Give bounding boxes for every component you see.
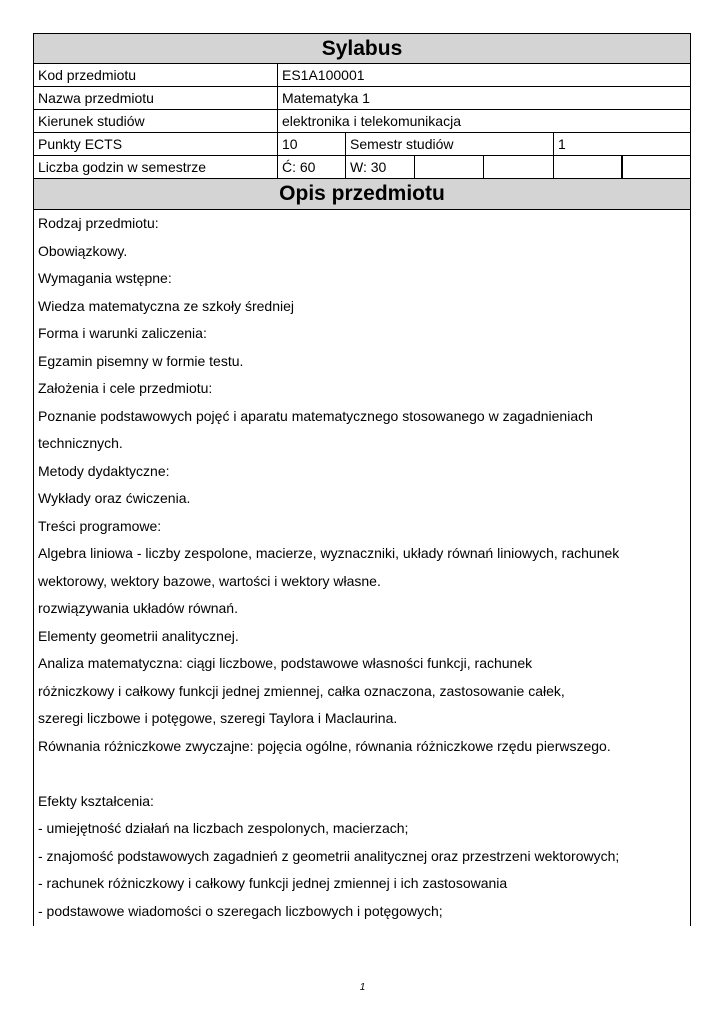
field-label: Kierunek studiów <box>38 113 145 129</box>
course-name-row <box>33 87 691 110</box>
text-line: wektorowy, wektory bazowe, wartości i wektory własne. <box>38 572 381 589</box>
text-line: Poznanie podstawowych pojęć i aparatu matematycznego stosowanego w zagadnieniach <box>38 407 593 424</box>
text-line: Wykłady oraz ćwiczenia. <box>38 490 191 506</box>
hours-empty-2 <box>483 156 553 178</box>
text-line: Elementy geometrii analitycznej. <box>38 627 239 644</box>
text-line: Równania różniczkowe zwyczajne: pojęcia ogólne, równania różniczkowe rzędu pierwszego. <box>38 737 611 754</box>
course-code-row <box>33 64 691 87</box>
semester-value: 1 <box>553 133 691 155</box>
text-line: Forma i warunki zaliczenia: <box>38 325 207 341</box>
field-value: elektronika i telekomunikacja <box>277 110 691 132</box>
ects-label: Punkty ECTS <box>38 136 123 152</box>
text-line: - umiejętność działań na liczbach zespolonych, macierzach; <box>38 820 409 836</box>
text-line: Treści programowe: <box>38 517 162 534</box>
description-title: Opis przedmiotu <box>33 179 691 210</box>
text-line: Analiza matematyczna: ciągi liczbowe, podstawowe własności funkcji, rachunek <box>38 655 533 671</box>
text-line: różniczkowy i całkowy funkcji jednej zmiennej, całka oznaczona, zastosowanie całek, <box>38 682 565 699</box>
course-name-value: Matematyka 1 <box>277 87 691 109</box>
hours-empty-1 <box>414 156 483 178</box>
page-number: 1 <box>359 982 366 993</box>
text-line: - rachunek różniczkowy i całkowy funkcji jednej zmiennej i ich zastosowania <box>38 875 508 891</box>
ects-value: 10 <box>277 133 345 155</box>
text-line: Egzamin pisemny w formie testu. <box>38 352 244 369</box>
hours-exercises: Ć: 60 <box>277 156 345 178</box>
field-row <box>33 110 691 133</box>
hours-row <box>33 156 691 179</box>
ects-row <box>33 133 691 156</box>
text-line: technicznych. <box>38 435 123 451</box>
text-line: Założenia i cele przedmiotu: <box>38 380 213 396</box>
semester-label: Semestr studiów <box>345 133 553 155</box>
hours-lectures: W: 30 <box>345 156 414 178</box>
syllabus-title: Sylabus <box>33 33 691 64</box>
text-line: Obowiązkowy. <box>38 242 128 259</box>
course-code-value: ES1A100001 <box>277 64 691 86</box>
text-line: Metody dydaktyczne: <box>38 462 170 479</box>
text-line: - podstawowe wiadomości o szeregach liczbowych i potęgowych; <box>38 902 443 919</box>
course-code-label: Kod przedmiotu <box>38 67 137 83</box>
description-body <box>33 210 691 926</box>
syllabus-sheet <box>33 33 691 926</box>
text-line: - znajomość podstawowych zagadnień z geometrii analitycznej oraz przestrzeni wektorowych; <box>38 847 620 864</box>
course-name-label: Nazwa przedmiotu <box>38 90 154 106</box>
blank-line <box>38 760 690 788</box>
text-line: Efekty kształcenia: <box>38 792 154 809</box>
text-line: Wymagania wstępne: <box>38 270 172 286</box>
text-line: Wiedza matematyczna ze szkoły średniej <box>38 297 294 314</box>
text-line: szeregi liczbowe i potęgowe, szeregi Taylora i Maclaurina. <box>38 710 398 726</box>
text-line: rozwiązywania układów równań. <box>38 600 238 616</box>
hours-empty-3 <box>553 156 622 178</box>
hours-label: Liczba godzin w semestrze <box>38 159 207 175</box>
hours-empty-4 <box>621 156 691 178</box>
text-line: Rodzaj przedmiotu: <box>38 215 159 231</box>
text-line: Algebra liniowa - liczby zespolone, macierze, wyznaczniki, układy równań liniowych, rachunek <box>38 545 620 561</box>
